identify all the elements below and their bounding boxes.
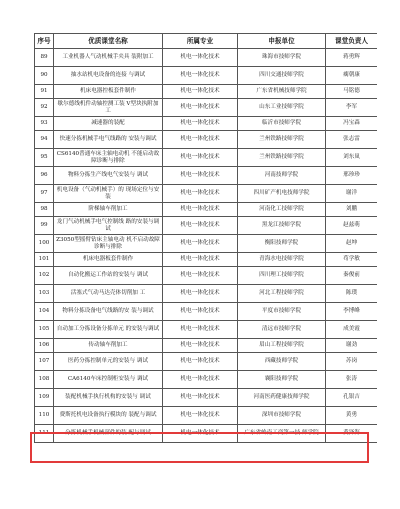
table-row <box>35 389 378 407</box>
row-owner: 张志雷 <box>326 131 378 149</box>
row-owner: 瘸朝康 <box>326 67 378 85</box>
row-course: 物料分拣生产线电气安装与 调试 <box>54 167 163 185</box>
row-owner: 谢洋 <box>326 185 378 203</box>
row-no: 106 <box>35 339 54 353</box>
row-no: 108 <box>35 371 54 389</box>
row-course: 费斯托机电设备执行模块的 装配与调试 <box>54 407 163 425</box>
row-no: 90 <box>35 67 54 85</box>
table-row <box>35 267 378 285</box>
row-owner: 成美霞 <box>326 321 378 339</box>
table-row <box>35 85 378 99</box>
table-row <box>35 371 378 389</box>
row-unit: 河南化工技师学院 <box>238 203 326 217</box>
row-unit: 眉山工程技师学院 <box>238 339 326 353</box>
row-owner: 刘东岚 <box>326 149 378 167</box>
table-row <box>35 353 378 371</box>
row-no: 107 <box>35 353 54 371</box>
row-owner: 苏岗 <box>326 353 378 371</box>
table-row <box>35 67 378 85</box>
header-major: 所属专业 <box>163 34 238 49</box>
row-course: 传动轴车削加工 <box>54 339 163 353</box>
table-row <box>35 235 378 253</box>
row-no: 98 <box>35 203 54 217</box>
row-unit: 广东省机械技师学院 <box>238 85 326 99</box>
header-unit: 申报单位 <box>238 34 326 49</box>
table-row <box>35 149 378 167</box>
table-header-row <box>35 34 378 49</box>
row-owner: 黄勇 <box>326 407 378 425</box>
row-unit: 河南医药健康技师学院 <box>238 389 326 407</box>
row-no: 95 <box>35 149 54 167</box>
row-course: 龙门气动机械手电气控制线 路的安装与调试 <box>54 217 163 235</box>
row-major: 机电一体化技术 <box>163 67 238 85</box>
row-owner: 苟学敏 <box>326 253 378 267</box>
row-course: 歇尔德线机件动轴控测工装 Ⅴ型块执附加工 <box>54 99 163 117</box>
row-major: 机电一体化技术 <box>163 389 238 407</box>
table-row <box>35 407 378 425</box>
row-owner: 冯宝森 <box>326 117 378 131</box>
table-row <box>35 49 378 67</box>
header-course: 优质课堂名称 <box>54 34 163 49</box>
row-major: 机电一体化技术 <box>163 353 238 371</box>
table-row <box>35 185 378 203</box>
row-course: 工业机器人气动机械手夹具 装附加工 <box>54 49 163 67</box>
row-major: 机电一体化技术 <box>163 407 238 425</box>
row-unit: 河南技师学院 <box>238 167 326 185</box>
table-row <box>35 321 378 339</box>
row-no: 91 <box>35 85 54 99</box>
row-course: 自动加工分拣设备分拣单元 的安装与调试 <box>54 321 163 339</box>
row-major: 机电一体化技术 <box>163 285 238 303</box>
row-no: 103 <box>35 285 54 303</box>
row-no: 111 <box>35 425 54 443</box>
table-row <box>35 217 378 235</box>
row-no: 101 <box>35 253 54 267</box>
course-table <box>34 33 377 443</box>
row-unit: 襄阳技师学院 <box>238 371 326 389</box>
row-unit: 西藏技师学院 <box>238 353 326 371</box>
row-unit: 广东省岭南工商第一技 师学院 <box>238 425 326 443</box>
row-major: 机电一体化技术 <box>163 131 238 149</box>
row-owner: 陈璞 <box>326 285 378 303</box>
row-unit: 兰州铁路技师学院 <box>238 149 326 167</box>
row-major: 机电一体化技术 <box>163 49 238 67</box>
row-no: 97 <box>35 185 54 203</box>
header-no: 序号 <box>35 34 54 49</box>
table-row <box>35 285 378 303</box>
table-row <box>35 303 378 321</box>
row-no: 96 <box>35 167 54 185</box>
row-unit: 四川交通技师学院 <box>238 67 326 85</box>
table-row <box>35 167 378 185</box>
row-course: 机电设备（气动机械手）的 现场定位与安装 <box>54 185 163 203</box>
row-course: 活塞式气动马达壳体切削加 工 <box>54 285 163 303</box>
row-owner: 黄泽海 <box>326 425 378 443</box>
row-major: 机电一体化技术 <box>163 339 238 353</box>
document-page <box>34 33 377 509</box>
row-course: 医药分拣控制单元的安装与 调试 <box>54 353 163 371</box>
row-unit: 临沂市技师学院 <box>238 117 326 131</box>
row-no: 110 <box>35 407 54 425</box>
row-owner: 赵兹萌 <box>326 217 378 235</box>
row-course: 分拣机械手机械部件的装 配与调试 <box>54 425 163 443</box>
row-unit: 四川理工技师学院 <box>238 267 326 285</box>
row-unit: 深圳市技师学院 <box>238 407 326 425</box>
row-course: CA6140车床控制柜安装与 调试 <box>54 371 163 389</box>
row-no: 92 <box>35 99 54 117</box>
row-owner: 孔银吉 <box>326 389 378 407</box>
table-row <box>35 99 378 117</box>
row-owner: 李军 <box>326 99 378 117</box>
row-no: 89 <box>35 49 54 67</box>
row-owner: 马铭德 <box>326 85 378 99</box>
row-owner: 李博峰 <box>326 303 378 321</box>
row-no: 93 <box>35 117 54 131</box>
row-major: 机电一体化技术 <box>163 303 238 321</box>
row-unit: 河北工程技师学院 <box>238 285 326 303</box>
row-major: 机电一体化技术 <box>163 267 238 285</box>
table-row <box>35 253 378 267</box>
header-owner: 课堂负责人 <box>326 34 378 49</box>
table-row <box>35 131 378 149</box>
row-major: 机电一体化技术 <box>163 235 238 253</box>
row-course: 机床电器控板套件制作 <box>54 85 163 99</box>
row-course: 快速分拣机械手电气线路的 安装与调试 <box>54 131 163 149</box>
row-no: 105 <box>35 321 54 339</box>
row-no: 94 <box>35 131 54 149</box>
row-course: 机床电器板套件制作 <box>54 253 163 267</box>
table-row <box>35 425 378 443</box>
row-no: 109 <box>35 389 54 407</box>
row-no: 100 <box>35 235 54 253</box>
row-unit: 四川矿产机电技师学院 <box>238 185 326 203</box>
row-major: 机电一体化技术 <box>163 117 238 131</box>
row-major: 机电一体化技术 <box>163 149 238 167</box>
row-course: CS6140普通车床主轴电动机 不能启动故障诊断与排除 <box>54 149 163 167</box>
row-course: 抽水站机电设备的连接 与调试 <box>54 67 163 85</box>
row-course: 减速器的装配 <box>54 117 163 131</box>
row-no: 104 <box>35 303 54 321</box>
row-major: 机电一体化技术 <box>163 85 238 99</box>
row-major: 机电一体化技术 <box>163 99 238 117</box>
row-unit: 珠海市技师学院 <box>238 49 326 67</box>
table-row <box>35 203 378 217</box>
row-course: 物料分拣设备电气线路的安 装与调试 <box>54 303 163 321</box>
row-major: 机电一体化技术 <box>163 217 238 235</box>
table-row <box>35 339 378 353</box>
row-owner: 刘鹏 <box>326 203 378 217</box>
row-owner: 蒋勇辉 <box>326 49 378 67</box>
row-unit: 黑龙江技师学院 <box>238 217 326 235</box>
table-row <box>35 117 378 131</box>
row-owner: 秦俊前 <box>326 267 378 285</box>
row-major: 机电一体化技术 <box>163 371 238 389</box>
row-no: 99 <box>35 217 54 235</box>
row-unit: 兰州铁路技师学院 <box>238 131 326 149</box>
row-unit: 山东工业技师学院 <box>238 99 326 117</box>
row-major: 机电一体化技术 <box>163 253 238 267</box>
row-unit: 青海水电技师学院 <box>238 253 326 267</box>
row-course: 阶梯轴车削加工 <box>54 203 163 217</box>
row-course: Z3050型摇臂钻床主轴电动 机不启动故障诊断与排除 <box>54 235 163 253</box>
row-unit: 衡阳技师学院 <box>238 235 326 253</box>
row-course: 自动化搬运工作站的安装与 调试 <box>54 267 163 285</box>
row-owner: 谢劲 <box>326 339 378 353</box>
row-unit: 平度市技师学院 <box>238 303 326 321</box>
row-owner: 赵坤 <box>326 235 378 253</box>
row-major: 机电一体化技术 <box>163 203 238 217</box>
row-major: 机电一体化技术 <box>163 425 238 443</box>
row-major: 机电一体化技术 <box>163 167 238 185</box>
row-course: 装配机械手执行机构的安装与 调试 <box>54 389 163 407</box>
row-no: 102 <box>35 267 54 285</box>
row-major: 机电一体化技术 <box>163 185 238 203</box>
row-unit: 清远市技师学院 <box>238 321 326 339</box>
row-owner: 张涛 <box>326 371 378 389</box>
row-major: 机电一体化技术 <box>163 321 238 339</box>
row-owner: 邢珍珍 <box>326 167 378 185</box>
